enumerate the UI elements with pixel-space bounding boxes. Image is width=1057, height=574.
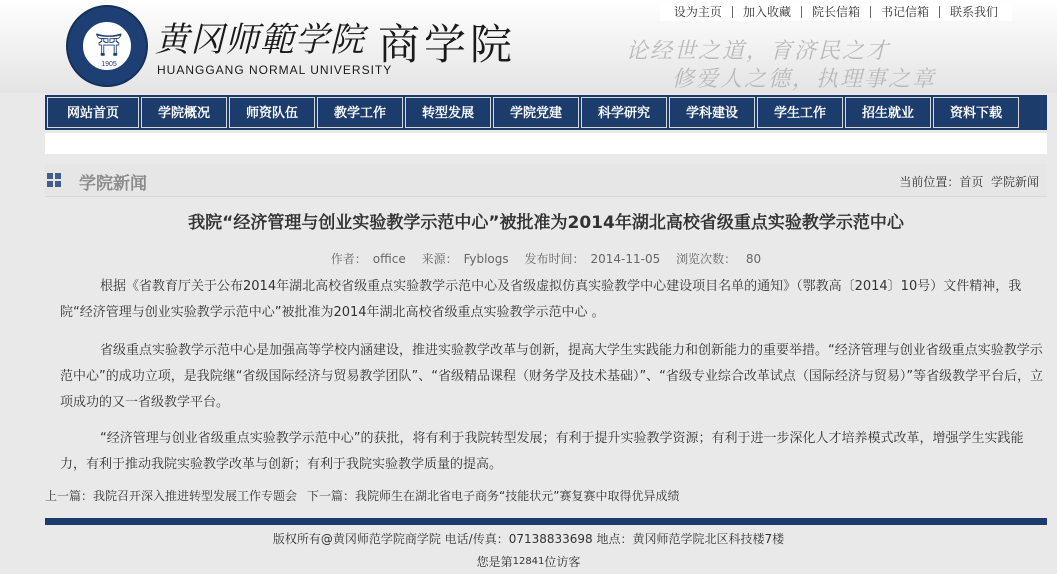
school-name-cn: 黄冈师範学院 (155, 20, 365, 60)
school-name-en: HUANGGANG NORMAL UNIVERSITY (157, 63, 393, 77)
nav-item-research[interactable]: 科学研究 (581, 97, 667, 128)
slogan-line1: 论经世之道，育济民之才 (626, 39, 891, 64)
author-value: office (372, 252, 406, 266)
article-paragraph: 省级重点实验教学示范中心是加强高等学校内涵建设，推进实验教学改革与创新，提高大学生实践能力和创新能力的重要举措。“经济管理与创业省级重点实验教学示范中心”的成功立项，是我院继“省级国际经济与贸易教学团队”、“省级精品课程（财务学及技术基础）”、“省级专业综合改革试点（国际经济与贸易）”等省级教学平台后，立项成功的又一省级教学平台。 (60, 343, 1044, 410)
nav-item-home[interactable]: 网站首页 (47, 97, 139, 128)
visitor-counter (0, 553, 1057, 570)
section-title: 学院新闻 (79, 174, 147, 194)
footer-copyright: 版权所有@黄冈师范学院商学院 电话/传真：07138833698 地点：黄冈师范学院北区科技楼7楼 (272, 532, 785, 546)
section-titlebar (45, 164, 1047, 197)
grid-icon (47, 173, 61, 187)
next-label: 下一篇： (307, 489, 356, 503)
secretary-mailbox-link[interactable]: 书记信箱 (871, 6, 940, 18)
nav-item-downloads[interactable]: 资料下载 (933, 97, 1019, 128)
footer-bar (45, 518, 1047, 525)
slogan-line2: 修爱人之德，执理事之章 (672, 67, 937, 92)
nav-item-student[interactable]: 学生工作 (757, 97, 843, 128)
source-label: 来源： (421, 252, 458, 266)
set-homepage-link[interactable]: 设为主页 (664, 6, 733, 18)
visitors-suffix: 位访客 (544, 555, 581, 569)
nav-item-overview[interactable]: 学院概况 (141, 97, 227, 128)
nav-item-transformation[interactable]: 转型发展 (405, 97, 491, 128)
add-favorite-link[interactable]: 加入收藏 (733, 6, 802, 18)
source-value: Fyblogs (463, 252, 509, 266)
nav-item-party[interactable]: 学院党建 (493, 97, 579, 128)
building-icon: ⛩ (95, 33, 123, 58)
views-value: 80 (745, 252, 762, 266)
department-name: 商学院 (378, 20, 517, 69)
article-content (45, 197, 1047, 510)
views-label: 浏览次数： (676, 252, 737, 266)
white-strip (45, 133, 1047, 154)
article-title: 我院“经济管理与创业实验教学示范中心”被批准为2014年湖北高校省级重点实验教学示范中心 (188, 213, 904, 233)
date-value: 2014-11-05 (590, 252, 661, 266)
visitors-count: 12841 (512, 556, 545, 567)
breadcrumb-current-link[interactable]: 学院新闻 (990, 175, 1039, 189)
nav-item-faculty[interactable]: 师资队伍 (229, 97, 315, 128)
dean-mailbox-link[interactable]: 院长信箱 (802, 6, 871, 18)
breadcrumb (899, 173, 1039, 190)
article-meta (45, 250, 1047, 267)
article-paragraph: “经济管理与创业省级重点实验教学示范中心”的获批，将有利于我院转型发展；有利于提升实验教学资源；有利于进一步深化人才培养模式改革，增强学生实践能力，有利于推动我院实验教学改革与创新；有利于我院实验教学质量的提高。 (60, 431, 1024, 472)
visitors-prefix: 您是第 (476, 555, 513, 569)
breadcrumb-prefix: 当前位置： (899, 175, 960, 189)
site-header (0, 0, 1057, 93)
top-links (660, 3, 1012, 21)
nav-item-discipline[interactable]: 学科建设 (669, 97, 755, 128)
nav-item-admission[interactable]: 招生就业 (845, 97, 931, 128)
school-seal-logo (66, 5, 148, 87)
seal-year: 1905 (101, 61, 117, 68)
breadcrumb-home-link[interactable]: 首页 (959, 175, 984, 189)
prev-article-link[interactable]: 我院召开深入推进转型发展工作专题会 (93, 489, 298, 503)
article-paragraph: 根据《省教育厅关于公布2014年湖北高校省级重点实验教学示范中心及省级虚拟仿真实验教学中心建设项目名单的通知》（鄂教高〔2014〕10号）文件精神，我院“经济管理与创业实验教学示范中心”被批准为2014年湖北高校省级重点实验教学示范中心 。 (60, 279, 1022, 320)
prev-label: 上一篇： (45, 489, 94, 503)
contact-us-link[interactable]: 联系我们 (949, 5, 998, 19)
date-label: 发布时间： (524, 252, 585, 266)
next-article-link[interactable]: 我院师生在湖北省电子商务“技能状元”赛复赛中取得优异成绩 (355, 489, 680, 503)
author-label: 作者： (330, 252, 367, 266)
nav-item-teaching[interactable]: 教学工作 (317, 97, 403, 128)
main-nav (45, 95, 1047, 130)
prev-next-links (45, 487, 1047, 504)
